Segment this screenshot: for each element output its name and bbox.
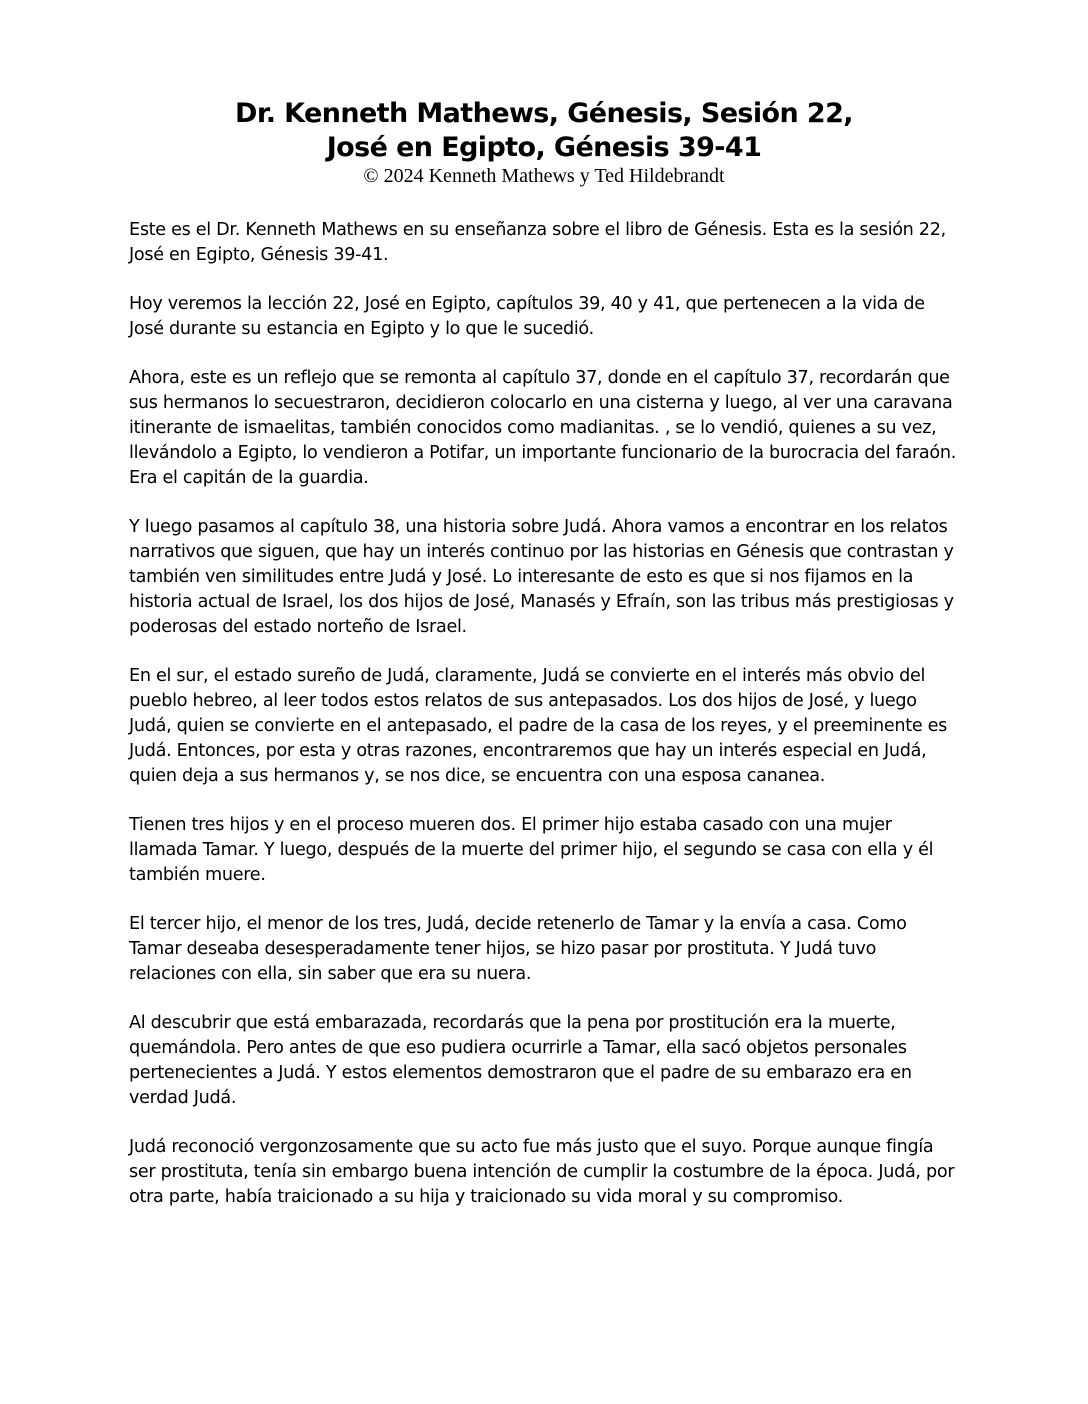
paragraph-8: Al descubrir que está embarazada, recordarás que la pena por prostitución era la muerte, quemándola. Pero antes de que eso pudiera ocurrirle a Tamar, ella sacó objetos personales pertenecientes a Judá. Y estos elementos demostraron que el padre de su embarazo era en verdad Judá. xyxy=(129,1013,912,1108)
title-block xyxy=(0,97,1088,187)
document-title-line-2: José en Egipto, Génesis 39-41 xyxy=(326,132,762,163)
paragraph-1: Este es el Dr. Kenneth Mathews en su enseñanza sobre el libro de Génesis. Esta es la sesión 22, José en Egipto, Génesis 39-41. xyxy=(129,220,946,265)
paragraph-5: En el sur, el estado sureño de Judá, claramente, Judá se convierte en el interés más obvio del pueblo hebreo, al leer todos estos relatos de sus antepasados. Los dos hijos de José, y luego Judá, quien se convierte en el antepasado, el padre de la casa de los reyes, y el preeminente es Judá. Entonces, por esta y otras razones, encontraremos que hay un interés especial en Judá, quien deja a sus hermanos y, se nos dice, se encuentra con una esposa cananea. xyxy=(129,666,948,786)
copyright-notice: © 2024 Kenneth Mathews y Ted Hildebrandt xyxy=(363,165,725,187)
paragraph-4: Y luego pasamos al capítulo 38, una historia sobre Judá. Ahora vamos a encontrar en los relatos narrativos que siguen, que hay un interés continuo por las historias en Génesis que contrastan y también ven similitudes entre Judá y José. Lo interesante de esto es que si nos fijamos en la historia actual de Israel, los dos hijos de José, Manasés y Efraín, son las tribus más prestigiosas y poderosas del estado norteño de Israel. xyxy=(129,517,954,637)
paragraph-7: El tercer hijo, el menor de los tres, Judá, decide retenerlo de Tamar y la envía a casa. Como Tamar deseaba desesperadamente tener hijos, se hizo pasar por prostituta. Y Judá tuvo relaciones con ella, sin saber que era su nuera. xyxy=(129,914,907,984)
document-body xyxy=(129,218,959,1234)
paragraph-9: Judá reconoció vergonzosamente que su acto fue más justo que el suyo. Porque aunque fingía ser prostituta, tenía sin embargo buena intención de cumplir la costumbre de la época. Judá, por otra parte, había traicionado a su hija y traicionado su vida moral y su compromiso. xyxy=(129,1137,955,1207)
document-title-line-1: Dr. Kenneth Mathews, Génesis, Sesión 22, xyxy=(235,98,853,129)
paragraph-2: Hoy veremos la lección 22, José en Egipto, capítulos 39, 40 y 41, que pertenecen a la vida de José durante su estancia en Egipto y lo que le sucedió. xyxy=(129,294,925,339)
paragraph-3: Ahora, este es un reflejo que se remonta al capítulo 37, donde en el capítulo 37, recordarán que sus hermanos lo secuestraron, decidieron colocarlo en una cisterna y luego, al ver una caravana itinerante de ismaelitas, también conocidos como madianitas. , se lo vendió, quienes a su vez, llevándolo a Egipto, lo vendieron a Potifar, un importante funcionario de la burocracia del faraón. Era el capitán de la guardia. xyxy=(129,368,956,488)
paragraph-6: Tienen tres hijos y en el proceso mueren dos. El primer hijo estaba casado con una mujer llamada Tamar. Y luego, después de la muerte del primer hijo, el segundo se casa con ella y él también muere. xyxy=(129,815,934,885)
